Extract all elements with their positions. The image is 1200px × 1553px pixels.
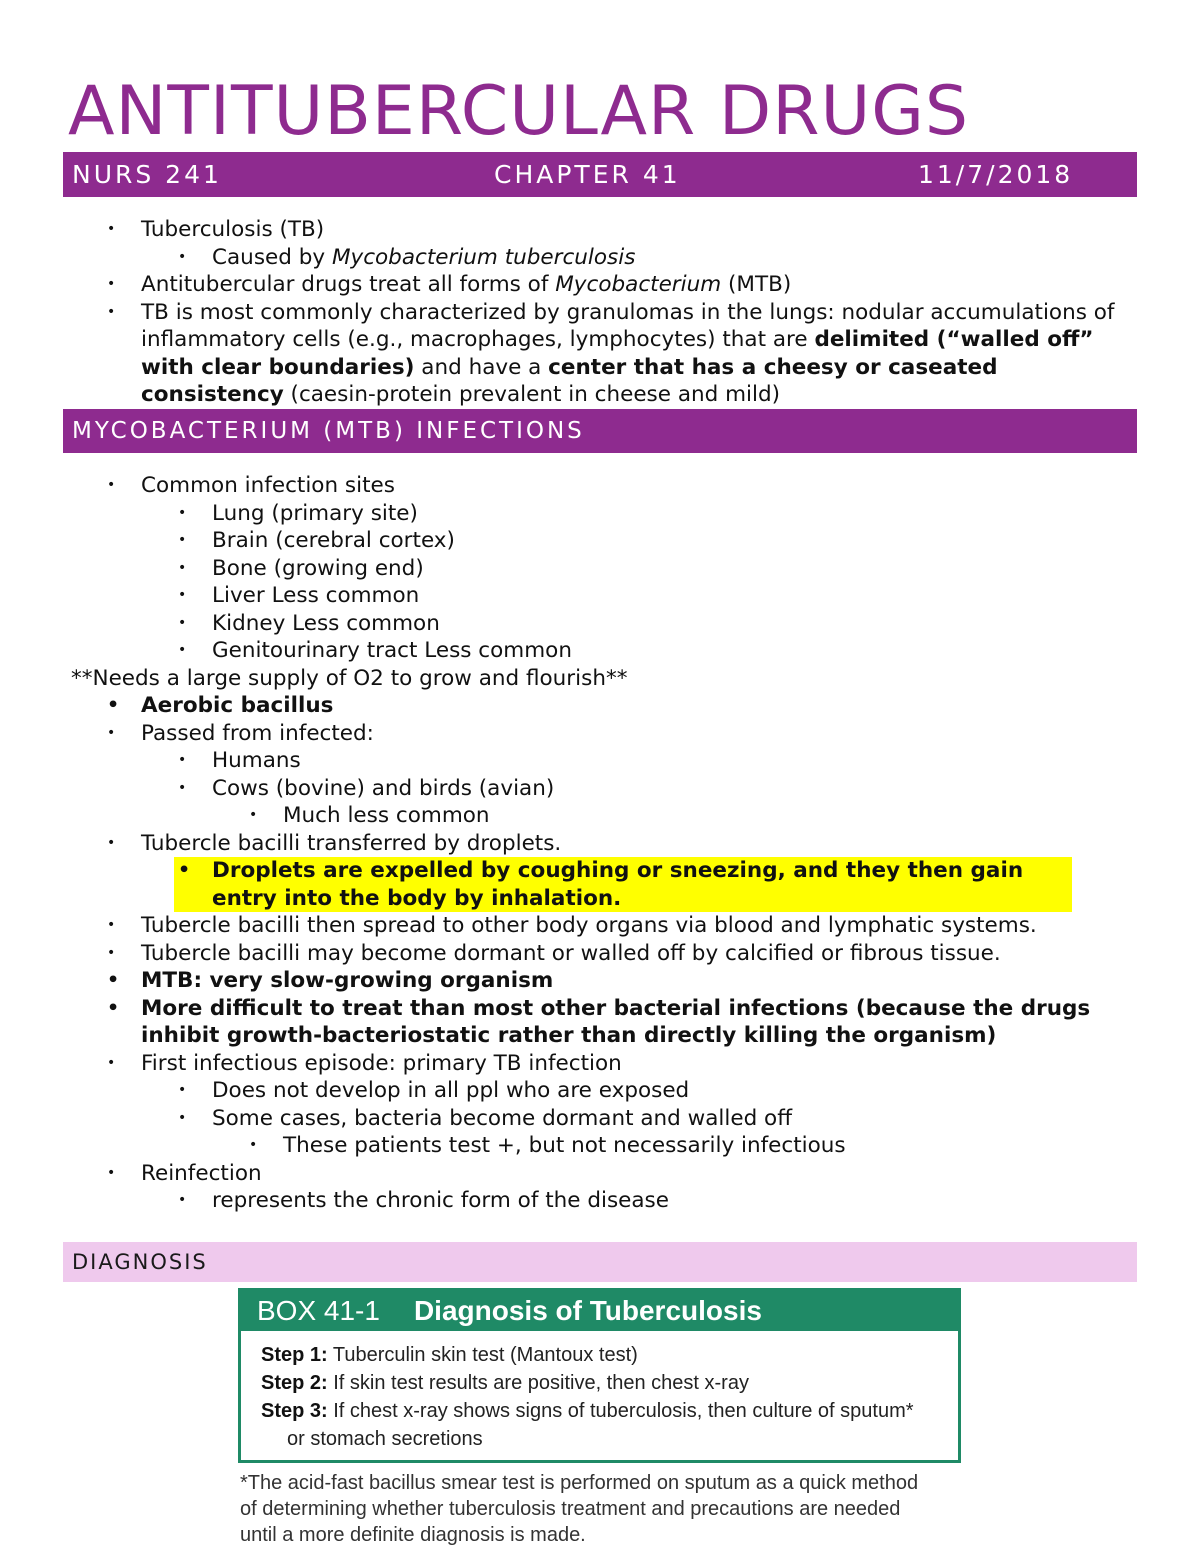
list-item: • Caused by Mycobacterium tuberculosis [212,244,1131,272]
list-item: • Tubercle bacilli then spread to other body organs via blood and lymphatic systems. [141,912,1111,940]
intro-list [0,216,1131,409]
step-1: Step 1: Tuberculin skin test (Mantoux test) [261,1344,638,1366]
list-item: • MTB: very slow-growing organism [141,967,1111,995]
list-item: • Lung (primary site) [212,500,1111,528]
list-item: • Reinfection [141,1160,1111,1188]
list-item: • More difficult to treat than most other bacterial infections (because the drugs inhibit growth-bacteriostatic rather than directly killing the organism) [141,995,1111,1050]
list-item: • Much less common [283,802,1111,830]
list-item: • TB is most commonly characterized by granulomas in the lungs: nodular accumulations of inflammatory cells (e.g., macrophages, lymphocytes) that are delimited (“walled off” with clear boundaries) and have a center that has a cheesy or caseated consistency (caesin-protein prevalent in cheese and mild) [141,299,1131,409]
highlighted-text: Droplets are expelled by coughing or sneezing, and they then gain entry into the body by inhalation. [174,857,1072,912]
chapter-label: CHAPTER 41 [494,160,681,189]
list-item: • Tubercle bacilli may become dormant or walled off by calcified or fibrous tissue. [141,940,1111,968]
list-item: • Brain (cerebral cortex) [212,527,1111,555]
list-item: • Some cases, bacteria become dormant and walled off [212,1105,1111,1133]
list-item: • Kidney Less common [212,610,1111,638]
list-item: • Tubercle bacilli transferred by droplets. [141,830,1111,858]
course-code: NURS 241 [72,160,222,189]
note-line: **Needs a large supply of O2 to grow and flourish** [71,665,628,691]
box-body [241,1331,958,1453]
box-title: Diagnosis of Tuberculosis [413,1295,762,1326]
list-item: • Bone (growing end) [212,555,1111,583]
section-heading-diagnosis: DIAGNOSIS [63,1242,1137,1282]
list-item: • Passed from infected: [141,720,1111,748]
list-item-highlighted [212,857,1111,912]
step-2: Step 2: If skin test results are positive, then chest x-ray [261,1372,749,1394]
mtb-list [0,472,1111,1215]
page-title: ANTITUBERCULAR DRUGS [68,72,970,151]
section-heading-mtb: MYCOBACTERIUM (MTB) INFECTIONS [63,409,1137,453]
list-item: • Humans [212,747,1111,775]
list-item: • represents the chronic form of the disease [212,1187,1111,1215]
box-footnote: *The acid-fast bacillus smear test is performed on sputum as a quick method of determining whether tuberculosis treatment and precautions are needed until a more definite diagnosis is made. [240,1472,919,1546]
list-item: • Liver Less common [212,582,1111,610]
list-item: • Antitubercular drugs treat all forms of Mycobacterium (MTB) [141,271,1131,299]
date-label: 11/7/2018 [918,160,1074,189]
list-item: • First infectious episode: primary TB infection [141,1050,1111,1078]
diagnosis-box [238,1288,961,1463]
list-item: • Does not develop in all ppl who are exposed [212,1077,1111,1105]
list-item: • These patients test +, but not necessarily infectious [283,1132,1111,1160]
step-3: Step 3: If chest x-ray shows signs of tuberculosis, then culture of sputum* [261,1400,914,1422]
list-item: • Genitourinary tract Less common [212,637,1111,665]
list-item: • Aerobic bacillus [141,692,1111,720]
box-header [241,1291,958,1331]
box-number: BOX 41-1 [257,1295,380,1326]
step-3-continued: or stomach secretions [287,1428,483,1450]
list-item: • Common infection sites [141,472,1111,500]
list-item: • Cows (bovine) and birds (avian) [212,775,1111,803]
header-bar [63,152,1137,197]
list-item: • Tuberculosis (TB) [141,216,1131,244]
